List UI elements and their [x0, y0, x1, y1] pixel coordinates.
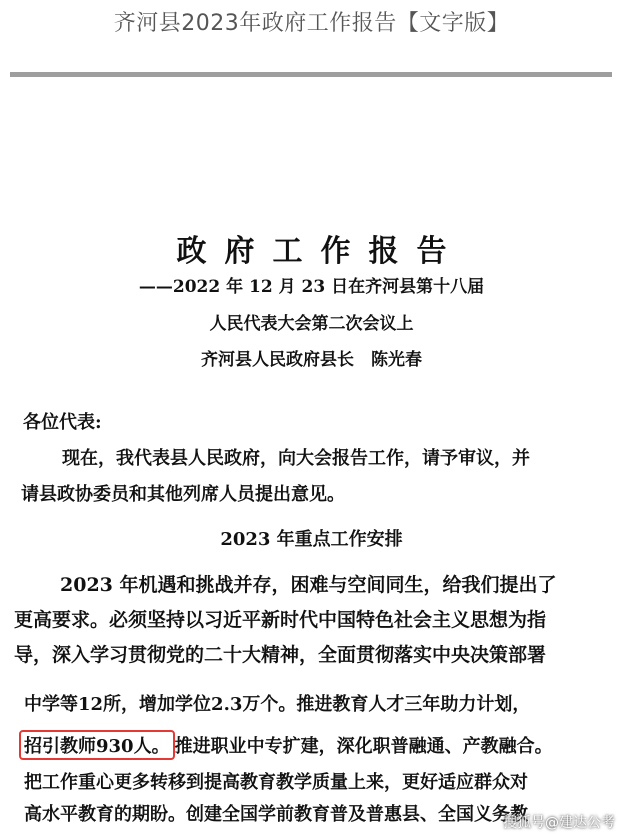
- section-heading: 2023 年重点工作安排: [220, 529, 403, 550]
- excerpt-line-3: 把工作重心更多转移到提高教育教学质量上来，更好适应群众对: [24, 772, 528, 793]
- excerpt-line-2-rest: 推进职业中专扩建，深化职普融通、产教融合。: [174, 736, 553, 757]
- section-line-2: 更高要求。必须坚持以习近平新时代中国特色社会主义思想为指: [14, 609, 547, 631]
- highlighted-text: 招引教师930人。: [19, 730, 175, 760]
- page-heading: 齐河县2023年政府工作报告【文字版】: [113, 11, 510, 36]
- excerpt-line-4: 高水平教育的期盼。创建全国学前教育普及普惠县、全国义务教: [24, 804, 528, 825]
- byline-speaker: 齐河县人民政府县长 陈光春: [201, 350, 422, 370]
- header-divider: [10, 72, 612, 77]
- intro-line-1: 现在，我代表县人民政府，向大会报告工作，请予审议，并: [62, 448, 530, 469]
- byline-date: ——2022 年 12 月 23 日在齐河县第十八届: [138, 277, 485, 297]
- excerpt-line-1: 中学等12所，增加学位2.3万个。推进教育人才三年助力计划，: [24, 694, 531, 715]
- salutation: 各位代表:: [23, 412, 102, 433]
- excerpt-line-2: [24, 730, 553, 760]
- byline-meeting: 人民代表大会第二次会议上: [209, 314, 414, 334]
- intro-line-2: 请县政协委员和其他列席人员提出意见。: [21, 484, 345, 505]
- section-line-1: 2023 年机遇和挑战并存，困难与空间同生，给我们提出了: [60, 574, 557, 596]
- watermark: 搜狐号@建达公考: [503, 815, 615, 831]
- section-line-3: 导，深入学习贯彻党的二十大精神，全面贯彻落实中央决策部署: [14, 644, 547, 666]
- document-title: 政府工作报告: [176, 234, 465, 269]
